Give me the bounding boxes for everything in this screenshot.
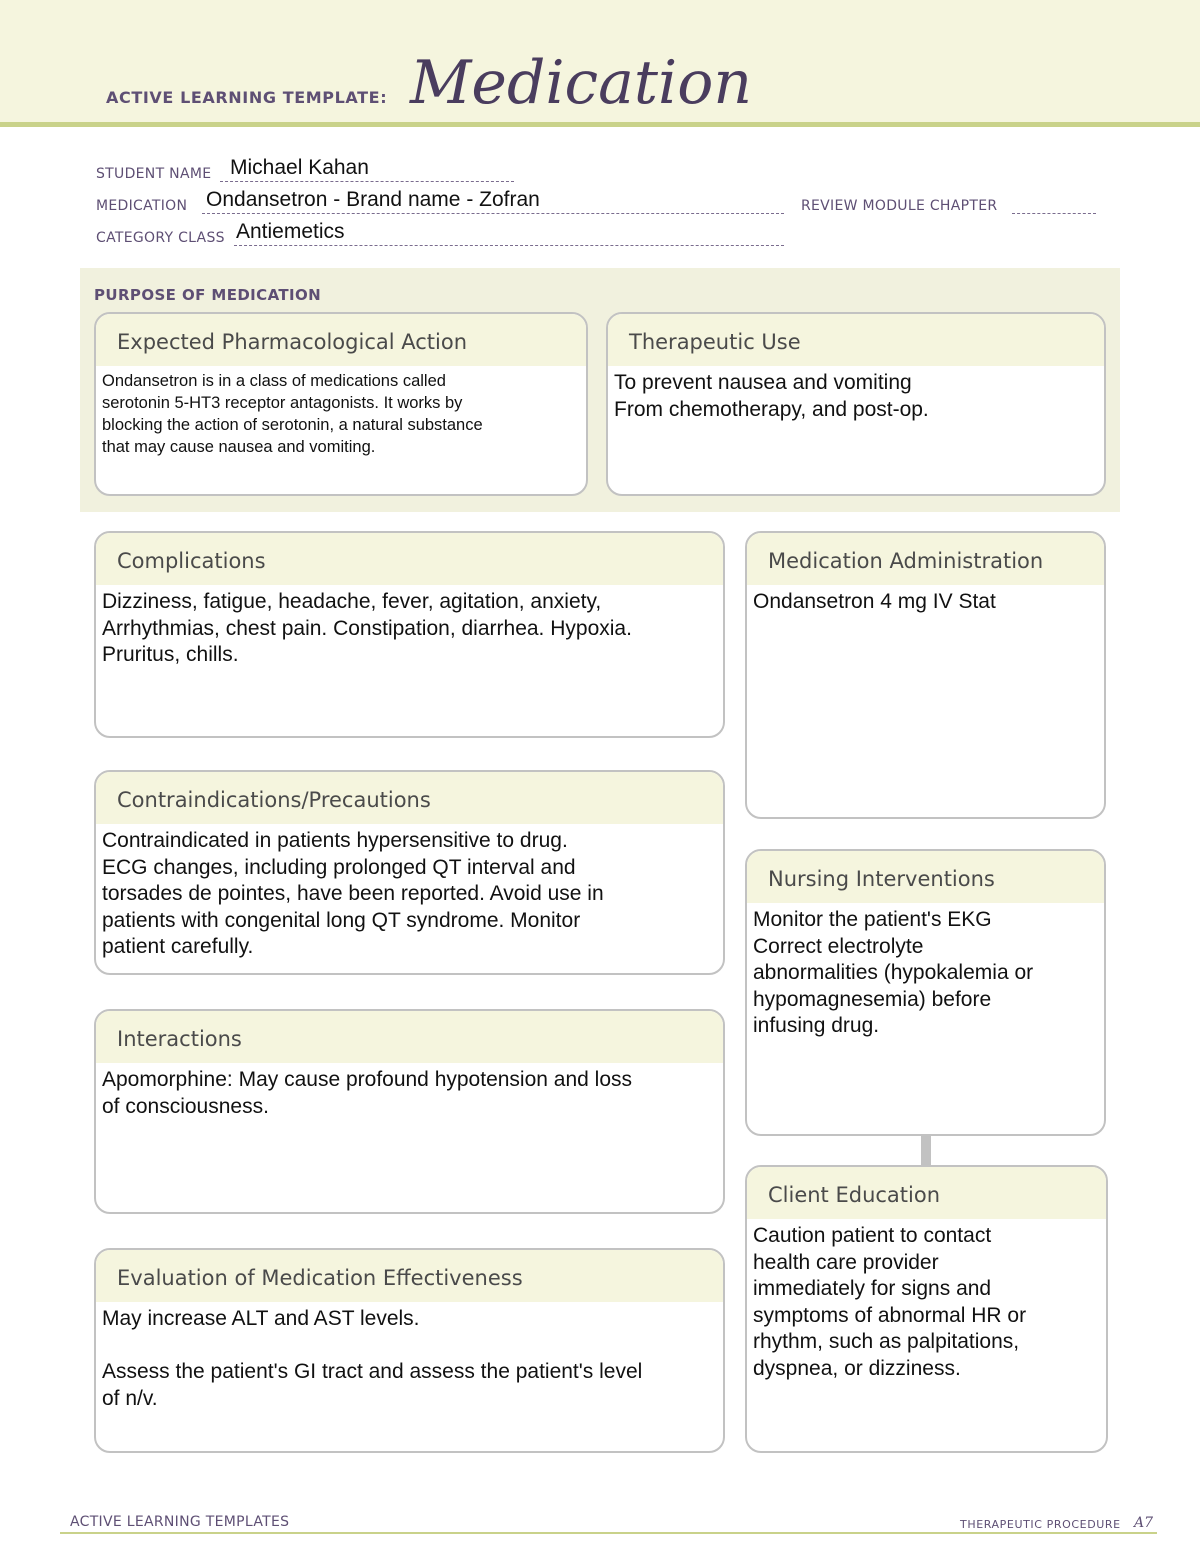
- complications-text[interactable]: Dizziness, fatigue, headache, fever, agitation, anxiety, Arrhythmias, chest pain. Constipation, diarrhea. Hypoxia. Pruritus, chills.: [102, 590, 632, 666]
- therapeutic-use-heading: Therapeutic Use: [608, 314, 1104, 366]
- administration-heading: Medication Administration: [747, 533, 1104, 585]
- footer-right: THERAPEUTIC PROCEDURE: [960, 1518, 1121, 1531]
- box-connector: [921, 1135, 931, 1165]
- evaluation-box: [94, 1248, 725, 1453]
- category-class-row: [96, 222, 796, 248]
- complications-heading: Complications: [96, 533, 723, 585]
- complications-box: [94, 531, 725, 738]
- header-rule: [0, 122, 1200, 127]
- medication-row: [96, 190, 1106, 216]
- education-text[interactable]: Caution patient to contact health care provider immediately for signs and symptoms of abnormal HR or rhythm, such as palpitations, dyspnea, or dizziness.: [753, 1224, 1027, 1380]
- page-number: A7: [1134, 1515, 1154, 1531]
- footer-rule: [60, 1532, 1157, 1534]
- interactions-heading: Interactions: [96, 1011, 723, 1063]
- student-name-line: [220, 181, 514, 182]
- interactions-box: [94, 1009, 725, 1214]
- footer-left: ACTIVE LEARNING TEMPLATES: [70, 1514, 290, 1530]
- page-title: Medication: [410, 48, 752, 118]
- expected-action-text[interactable]: Ondansetron is in a class of medications called serotonin 5-HT3 receptor antagonists. It works by blocking the action of serotonin, a natural substance that may cause nausea and vomiting.: [102, 372, 483, 456]
- medication-line: [202, 213, 784, 214]
- evaluation-text[interactable]: May increase ALT and AST levels. Assess the patient's GI tract and assess the patient's level of n/v.: [102, 1307, 643, 1410]
- category-class-line: [234, 245, 784, 246]
- student-name-label: STUDENT NAME: [96, 166, 212, 182]
- contraindications-box: [94, 770, 725, 975]
- contraindications-heading: Contraindications/Precautions: [96, 772, 723, 824]
- template-label: ACTIVE LEARNING TEMPLATE:: [106, 88, 388, 107]
- medication-field[interactable]: Ondansetron - Brand name - Zofran: [206, 188, 540, 211]
- education-box: [745, 1165, 1108, 1453]
- expected-action-box: [94, 312, 588, 496]
- expected-action-heading: Expected Pharmacological Action: [96, 314, 586, 366]
- administration-text[interactable]: Ondansetron 4 mg IV Stat: [753, 590, 996, 613]
- evaluation-heading: Evaluation of Medication Effectiveness: [96, 1250, 723, 1302]
- medication-label: MEDICATION: [96, 198, 188, 214]
- nursing-box: [745, 849, 1106, 1136]
- administration-box: [745, 531, 1106, 819]
- category-class-label: CATEGORY CLASS: [96, 230, 225, 246]
- purpose-title: PURPOSE OF MEDICATION: [94, 286, 322, 304]
- therapeutic-use-box: [606, 312, 1106, 496]
- student-name-field[interactable]: Michael Kahan: [230, 156, 369, 179]
- nursing-heading: Nursing Interventions: [747, 851, 1104, 903]
- contraindications-text[interactable]: Contraindicated in patients hypersensitive to drug. ECG changes, including prolonged QT interval and torsades de pointes, have been reported. Avoid use in patients with congenital long QT syndrome. Monitor patient carefully.: [102, 829, 604, 958]
- education-heading: Client Education: [747, 1167, 1106, 1219]
- student-name-row: [96, 158, 536, 184]
- interactions-text[interactable]: Apomorphine: May cause profound hypotension and loss of consciousness.: [102, 1068, 633, 1118]
- review-module-field[interactable]: [1012, 213, 1096, 214]
- therapeutic-use-text[interactable]: To prevent nausea and vomiting From chemotherapy, and post-op.: [614, 371, 929, 421]
- review-module-label: REVIEW MODULE CHAPTER: [801, 198, 998, 214]
- nursing-text[interactable]: Monitor the patient's EKG Correct electrolyte abnormalities (hypokalemia or hypomagnesemia) before infusing drug.: [753, 908, 1034, 1037]
- category-class-field[interactable]: Antiemetics: [236, 220, 345, 243]
